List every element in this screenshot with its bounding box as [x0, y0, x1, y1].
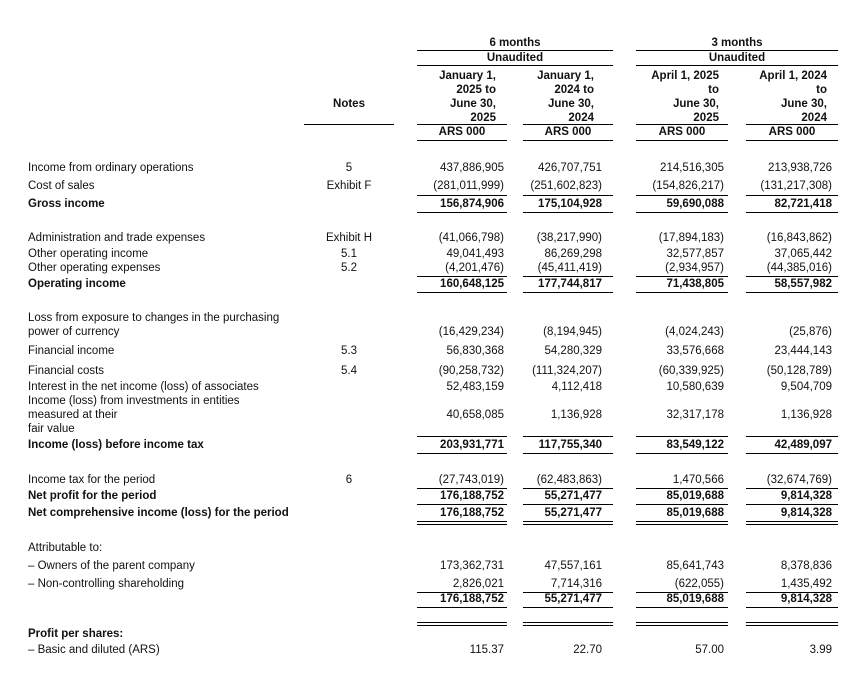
- rule: [636, 292, 728, 293]
- row-value-c1: 115.37: [469, 644, 504, 656]
- rule: [523, 436, 613, 437]
- period-header-jan2024: January 1, 2024 to June 30, 2024: [537, 70, 594, 124]
- row-value-c3: (2,934,957): [665, 262, 724, 274]
- row-value-c4: 3.99: [809, 644, 832, 656]
- row-value-c2: (38,217,990): [536, 232, 602, 244]
- row-label: Other operating income: [28, 248, 149, 260]
- row-label-total: Gross income: [28, 198, 105, 210]
- rule: [523, 292, 613, 293]
- rule: [636, 625, 728, 626]
- rule: [523, 521, 613, 522]
- period-header-apr2025: April 1, 2025 to June 30, 2025: [651, 70, 719, 124]
- rule: [636, 453, 728, 454]
- notes-column-header: Notes: [333, 98, 365, 110]
- rule: [746, 521, 838, 522]
- row-value-c2: (111,324,207): [532, 365, 602, 377]
- row-value-c2: 1,136,928: [550, 409, 602, 421]
- row-value-c2: (8,194,945): [543, 326, 602, 338]
- rule: [746, 195, 838, 196]
- rule: [636, 504, 728, 505]
- rule: [417, 504, 507, 505]
- rule: [746, 140, 838, 141]
- row-value-c1: 49,041,493: [446, 248, 504, 260]
- row-value-c3: (154,826,217): [652, 180, 724, 192]
- rule: [636, 436, 728, 437]
- row-value-c2: (45,411,419): [537, 262, 602, 274]
- row-label: power of currency: [28, 326, 120, 338]
- row-value-c4: 213,938,726: [768, 162, 832, 174]
- rule: [417, 625, 507, 626]
- row-value-c2: 175,104,928: [538, 198, 602, 210]
- row-value-c2: 55,271,477: [544, 507, 602, 519]
- row-value-c4: 42,489,097: [774, 439, 832, 451]
- row-value-c2: (251,602,823): [530, 180, 602, 192]
- three-months-heading: 3 months: [711, 37, 763, 49]
- row-value-c1: (90,258,732): [438, 365, 504, 377]
- row-value-c4: 23,444,143: [774, 345, 832, 357]
- row-label: Administration and trade expenses: [28, 232, 206, 244]
- row-note: 5.3: [341, 345, 357, 357]
- row-value-c1: 156,874,906: [440, 198, 504, 210]
- rule: [417, 622, 507, 623]
- unit-header: ARS 000: [438, 126, 486, 138]
- row-label: Loss from exposure to changes in the purchasing: [28, 312, 280, 324]
- period-header-apr2024: April 1, 2024 to June 30, 2024: [759, 70, 827, 124]
- row-value-c3: 83,549,122: [666, 439, 724, 451]
- row-note: Exhibit F: [326, 180, 372, 192]
- row-value-c4: 9,504,709: [780, 381, 832, 393]
- row-value-c3: (622,055): [674, 578, 724, 590]
- row-value-c2: 4,112,418: [551, 381, 602, 393]
- rule: [636, 212, 728, 213]
- rule: [523, 453, 613, 454]
- row-value-c4: (32,674,769): [766, 474, 832, 486]
- rule: [417, 436, 507, 437]
- row-value-c3: 214,516,305: [660, 162, 724, 174]
- unaudited-label-3m: Unaudited: [708, 52, 766, 64]
- row-value-c1: (4,201,476): [445, 262, 504, 274]
- unit-header: ARS 000: [658, 126, 706, 138]
- row-value-c1: 52,483,159: [446, 381, 504, 393]
- rule: [417, 521, 507, 522]
- row-value-c4: 9,814,328: [780, 490, 832, 502]
- rule: [636, 140, 728, 141]
- row-label: Interest in the net income (loss) of associates: [28, 381, 259, 393]
- row-value-c3: 85,019,688: [666, 490, 724, 502]
- rule: [523, 524, 613, 525]
- row-value-c1: 56,830,368: [446, 345, 504, 357]
- rule: [746, 622, 838, 623]
- row-value-c1: 160,648,125: [440, 278, 504, 290]
- rule: [746, 453, 838, 454]
- rule: [746, 436, 838, 437]
- row-value-c1: 40,658,085: [446, 409, 504, 421]
- row-value-c4: 1,435,492: [780, 578, 832, 590]
- rule: [746, 524, 838, 525]
- rule: [417, 65, 613, 66]
- row-value-c3: 59,690,088: [666, 198, 724, 210]
- row-value-c1: (41,066,798): [438, 232, 504, 244]
- row-label-total: Net comprehensive income (loss) for the period: [28, 507, 289, 519]
- row-value-c4: (16,843,862): [766, 232, 832, 244]
- unit-header: ARS 000: [768, 126, 816, 138]
- row-value-c2: 7,714,316: [550, 578, 602, 590]
- row-label-total: Income (loss) before income tax: [28, 439, 204, 451]
- row-value-c4: (50,128,789): [766, 365, 832, 377]
- rule: [417, 212, 507, 213]
- row-label: Income (loss) from investments in entities: [28, 395, 240, 407]
- row-label: Financial costs: [28, 365, 105, 377]
- row-value-c3: (60,339,925): [658, 365, 724, 377]
- rule: [523, 195, 613, 196]
- row-value-c3: 57.00: [695, 644, 724, 656]
- row-value-c3: 85,019,688: [666, 507, 724, 519]
- rule: [636, 195, 728, 196]
- row-value-c4: (25,876): [789, 326, 832, 338]
- rule: [523, 140, 613, 141]
- row-value-c3: 71,438,805: [666, 278, 724, 290]
- row-value-c2: 22.70: [573, 644, 602, 656]
- row-value-c2: 54,280,329: [544, 345, 602, 357]
- row-value-c1: (27,743,019): [438, 474, 504, 486]
- row-note: 5.1: [341, 248, 357, 260]
- row-note: Exhibit H: [325, 232, 373, 244]
- row-value-c3: 10,580,639: [666, 381, 724, 393]
- row-label-total: Operating income: [28, 278, 126, 290]
- row-value-c2: 47,557,161: [544, 560, 602, 572]
- row-value-c1: 176,188,752: [440, 490, 504, 502]
- row-value-c3: 85,019,688: [666, 593, 724, 605]
- rule: [746, 625, 838, 626]
- rule: [746, 504, 838, 505]
- row-label: – Owners of the parent company: [28, 560, 195, 572]
- unaudited-label-6m: Unaudited: [486, 52, 544, 64]
- row-note: 5.2: [341, 262, 357, 274]
- row-value-c3: 32,577,857: [666, 248, 724, 260]
- rule: [746, 292, 838, 293]
- row-value-c3: (17,894,183): [658, 232, 724, 244]
- row-value-c1: 173,362,731: [440, 560, 504, 572]
- rule: [523, 622, 613, 623]
- row-value-c3: 1,470,566: [672, 474, 724, 486]
- row-label: Cost of sales: [28, 180, 95, 192]
- row-label: Financial income: [28, 345, 115, 357]
- rule: [417, 140, 507, 141]
- attributable-heading: Attributable to:: [28, 542, 103, 554]
- row-value-c4: 9,814,328: [780, 507, 832, 519]
- row-value-c1: 176,188,752: [440, 507, 504, 519]
- row-label-total: Net profit for the period: [28, 490, 157, 502]
- rule: [636, 521, 728, 522]
- row-value-c4: 8,378,836: [780, 560, 832, 572]
- row-note: 5.4: [341, 365, 357, 377]
- rule: [523, 212, 613, 213]
- rule: [636, 65, 838, 66]
- row-value-c4: 9,814,328: [780, 593, 832, 605]
- row-label: Income from ordinary operations: [28, 162, 194, 174]
- row-label: Other operating expenses: [28, 262, 161, 274]
- rule: [636, 607, 728, 608]
- rule: [417, 524, 507, 525]
- row-value-c4: (131,217,308): [760, 180, 832, 192]
- row-value-c1: 437,886,905: [440, 162, 504, 174]
- period-header-jan2025: January 1, 2025 to June 30, 2025: [439, 70, 496, 124]
- rule: [417, 292, 507, 293]
- rule: [417, 607, 507, 608]
- six-months-heading: 6 months: [489, 37, 541, 49]
- rule: [304, 124, 394, 125]
- row-label: – Basic and diluted (ARS): [28, 644, 160, 656]
- row-value-c2: 117,755,340: [538, 439, 602, 451]
- rule: [523, 625, 613, 626]
- rule: [523, 607, 613, 608]
- row-value-c2: 55,271,477: [544, 593, 602, 605]
- row-value-c1: 176,188,752: [440, 593, 504, 605]
- row-value-c1: (281,011,999): [433, 180, 504, 192]
- row-value-c3: 32,317,178: [666, 409, 724, 421]
- rule: [523, 504, 613, 505]
- row-label: – Non-controlling shareholding: [28, 578, 184, 590]
- row-value-c4: 37,065,442: [774, 248, 832, 260]
- row-label: fair value: [28, 423, 75, 435]
- row-note: 6: [345, 474, 353, 486]
- row-value-c3: 85,641,743: [666, 560, 724, 572]
- unit-header: ARS 000: [544, 126, 592, 138]
- row-value-c2: 55,271,477: [544, 490, 602, 502]
- row-value-c4: (44,385,016): [766, 262, 832, 274]
- rule: [417, 195, 507, 196]
- row-value-c2: 177,744,817: [538, 278, 602, 290]
- rule: [417, 453, 507, 454]
- profit-per-share-heading: Profit per shares:: [28, 628, 124, 640]
- row-value-c2: 426,707,751: [538, 162, 602, 174]
- row-value-c4: 58,557,982: [774, 278, 832, 290]
- rule: [746, 607, 838, 608]
- row-label: Income tax for the period: [28, 474, 156, 486]
- row-value-c1: 203,931,771: [440, 439, 504, 451]
- row-value-c2: (62,483,863): [536, 474, 602, 486]
- row-value-c4: 1,136,928: [780, 409, 832, 421]
- rule: [636, 524, 728, 525]
- rule: [636, 622, 728, 623]
- row-value-c4: 82,721,418: [774, 198, 832, 210]
- row-value-c3: 33,576,668: [666, 345, 724, 357]
- row-value-c2: 86,269,298: [544, 248, 602, 260]
- row-value-c1: (16,429,234): [438, 326, 504, 338]
- row-value-c3: (4,024,243): [665, 326, 724, 338]
- row-value-c1: 2,826,021: [452, 578, 504, 590]
- row-note: 5: [345, 162, 353, 174]
- rule: [746, 212, 838, 213]
- row-label: measured at their: [28, 409, 118, 421]
